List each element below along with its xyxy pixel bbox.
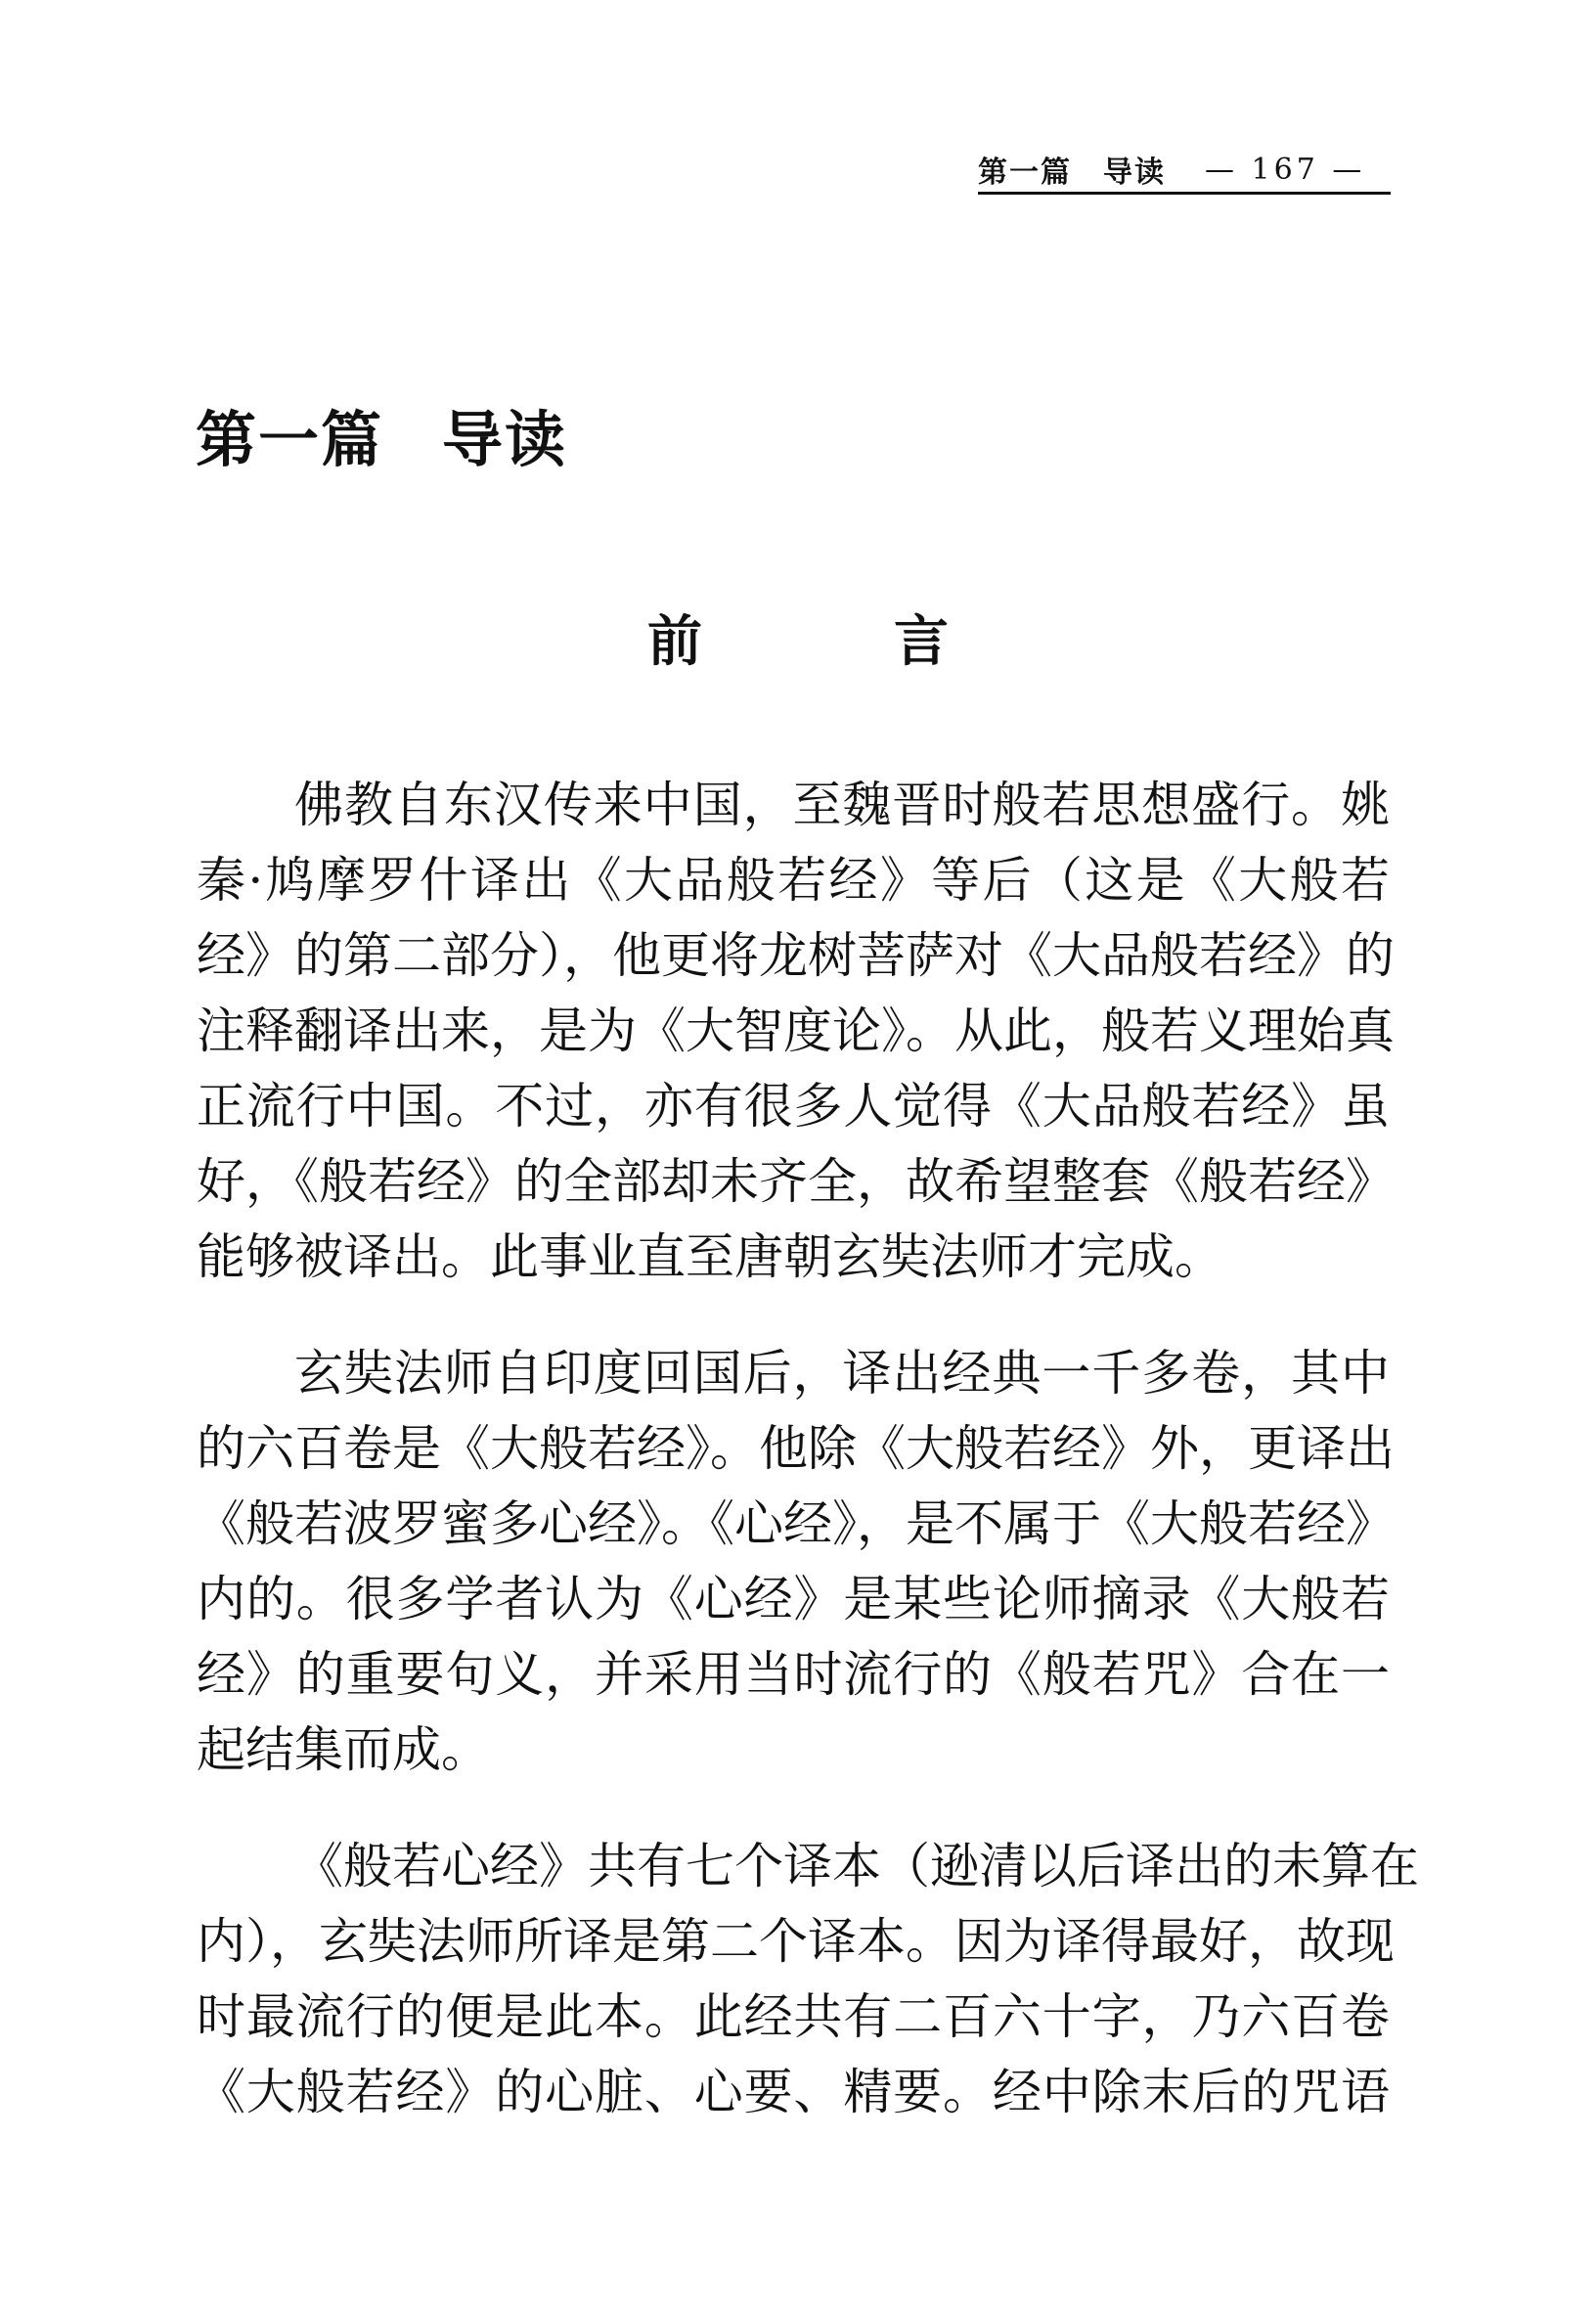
text-line: 起结集而成。 (197, 1721, 490, 1778)
section-title: 前 言 (647, 609, 1017, 674)
chapter-heading (196, 391, 567, 478)
body-text (197, 768, 1419, 2171)
page-number: — 167 — (1205, 152, 1366, 187)
text-line: 正流行中国。不过，亦有很多人觉得《大品般若经》虽 (197, 1078, 1390, 1135)
running-header (978, 147, 1391, 195)
text-line: 能够被译出。此事业直至唐朝玄奘法师才完成。 (197, 1228, 1223, 1285)
paragraph (197, 1829, 1419, 2130)
text-line: 玄奘法师自印度回国后，译出经典一千多卷，其中 (294, 1345, 1390, 1402)
text-line: 的六百卷是《大般若经》。他除《大般若经》外，更译出 (197, 1420, 1395, 1477)
text-line: 佛教自东汉传来中国，至魏晋时般若思想盛行。姚 (294, 777, 1390, 833)
text-line: 内的。很多学者认为《心经》是某些论师摘录《大般若 (197, 1571, 1390, 1627)
paragraph (197, 768, 1395, 1295)
header-section: 第一篇 导读 (978, 156, 1166, 190)
paragraph (197, 1336, 1395, 1788)
text-line: 《大般若经》的心脏、心要、精要。经中除末后的咒语 (197, 2064, 1390, 2120)
text-line: 注释翻译出来，是为《大智度论》。从此，般若义理始真 (197, 1002, 1395, 1059)
text-line: 内），玄奘法师所译是第二个译本。因为译得最好，故现 (197, 1913, 1395, 1970)
text-line: 经》的重要句义，并采用当时流行的《般若咒》合在一 (197, 1646, 1390, 1703)
chapter-part: 第一篇 (196, 404, 384, 475)
text-line: 经》的第二部分），他更将龙树菩萨对《大品般若经》的 (197, 927, 1395, 984)
text-line: 时最流行的便是此本。此经共有二百六十字，乃六百卷 (197, 1988, 1390, 2045)
text-line: 秦·鸠摩罗什译出《大品般若经》等后（这是《大般若 (197, 852, 1390, 909)
text-line: 《般若波罗蜜多心经》。《心经》，是不属于《大般若经》 (197, 1495, 1395, 1552)
chapter-title: 导读 (442, 404, 568, 475)
text-line: 《般若心经》共有七个译本（逊清以后译出的未算在 (294, 1838, 1419, 1894)
text-line: 好，《般若经》的全部却未齐全，故希望整套《般若经》 (197, 1153, 1395, 1210)
